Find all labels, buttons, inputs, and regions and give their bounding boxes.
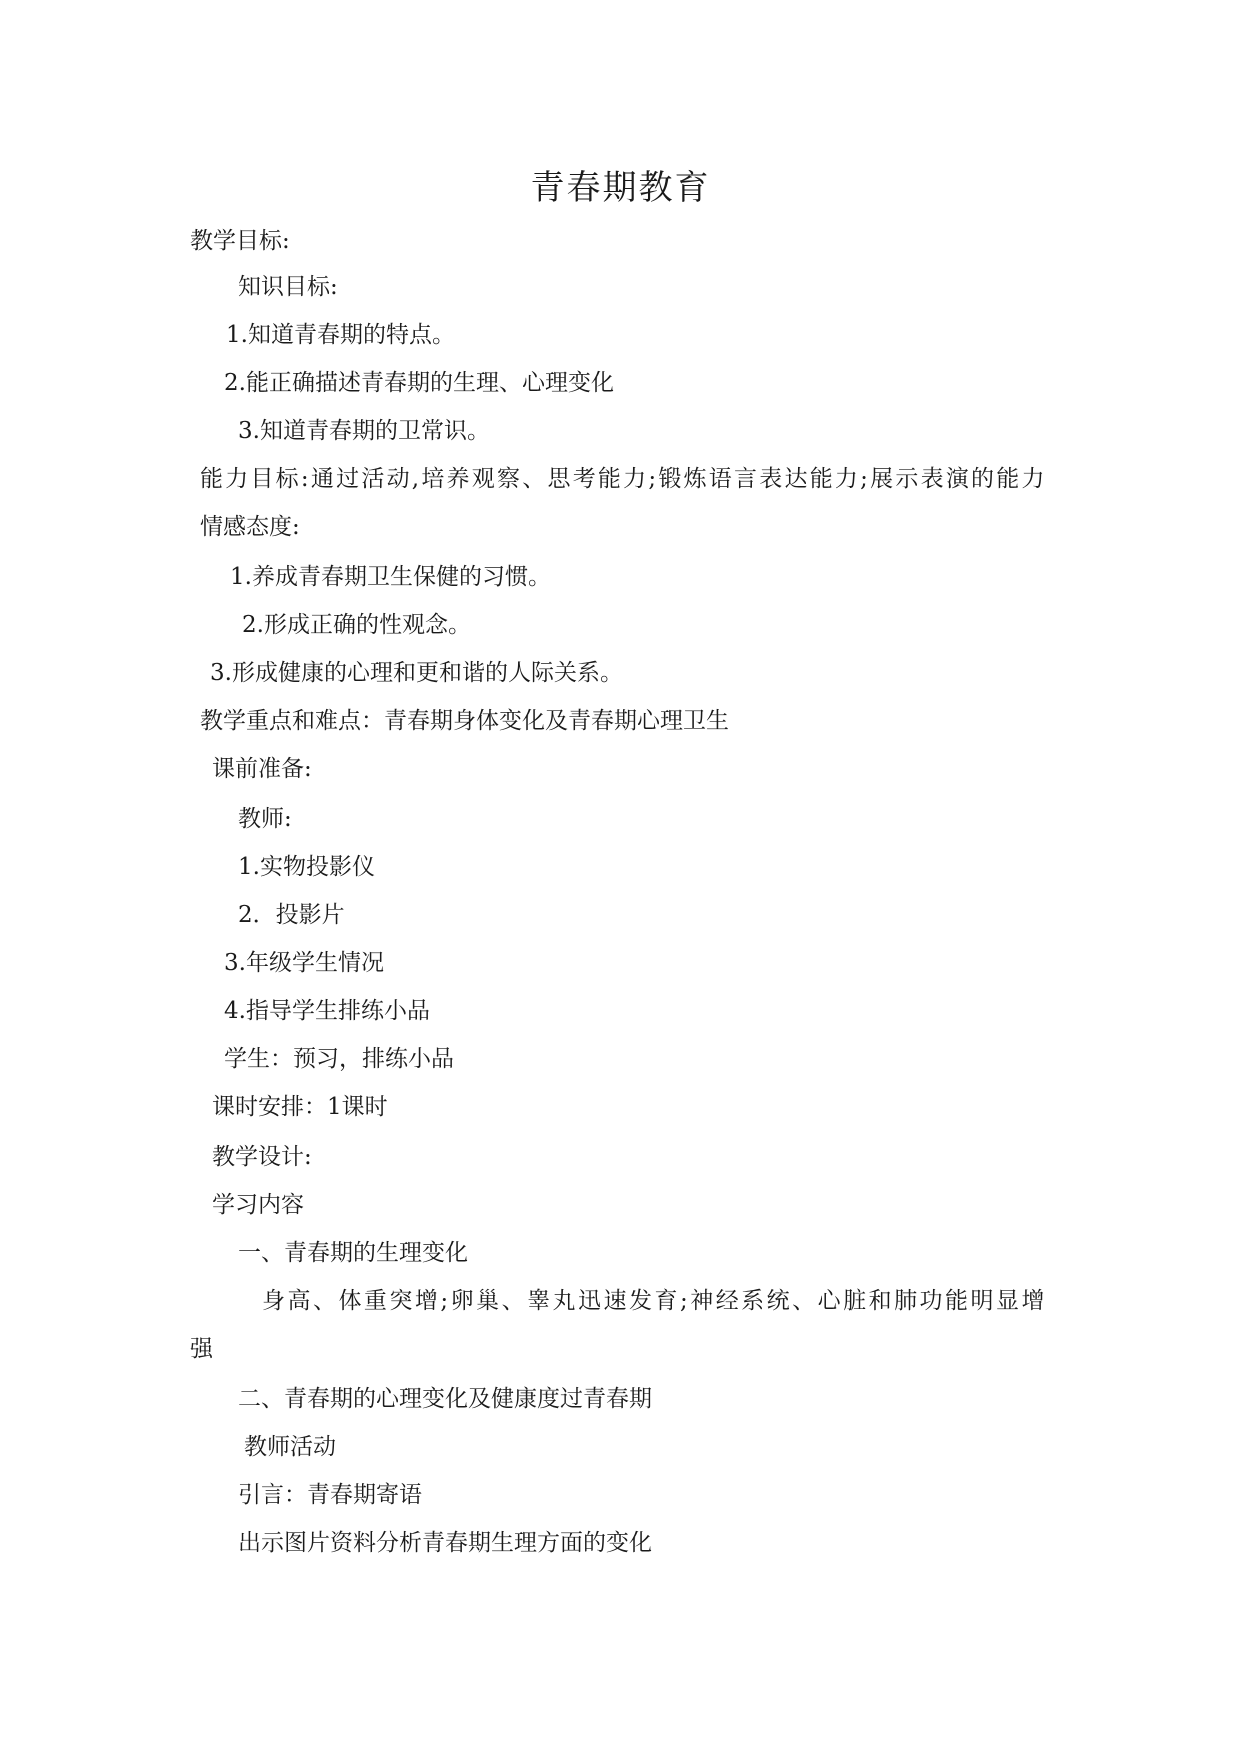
attitude-item-3: 3.形成健康的心理和更和谐的人际关系。 (210, 660, 623, 686)
document-title: 青春期教育 (530, 168, 711, 208)
teacher-prep-item-1: 1.实物投影仪 (238, 854, 375, 880)
subheading-emotional-attitude: 情感态度: (200, 514, 300, 540)
key-points-and-difficulties: 教学重点和难点：青春期身体变化及青春期心理卫生 (200, 708, 729, 734)
ability-goals: 能力目标:通过活动,培养观察、思考能力;锻炼语言表达能力;展示表演的能力 (200, 466, 1045, 492)
subheading-teaching-design: 教学设计: (212, 1144, 312, 1170)
subheading-learning-content: 学习内容 (212, 1192, 304, 1218)
physiological-changes-text: 身高、体重突增;卵巢、睾丸迅速发育;神经系统、心脏和肺功能明显增 (262, 1288, 1045, 1314)
section-physiological-changes: 一、青春期的生理变化 (238, 1240, 468, 1266)
subheading-teacher-activity: 教师活动 (244, 1434, 336, 1460)
section-heading-teaching-goals: 教学目标: (190, 228, 290, 254)
knowledge-goal-item-1: 1.知道青春期的特点。 (226, 322, 455, 348)
class-schedule: 课时安排：1课时 (212, 1094, 388, 1120)
knowledge-goal-item-2: 2.能正确描述青春期的生理、心理变化 (224, 370, 614, 396)
attitude-item-1: 1.养成青春期卫生保健的习惯。 (230, 564, 551, 590)
physiological-changes-text-continued: 强 (190, 1336, 213, 1362)
knowledge-goal-item-3: 3.知道青春期的卫常识。 (238, 418, 490, 444)
teacher-prep-item-4: 4.指导学生排练小品 (224, 998, 430, 1024)
subheading-teacher: 教师: (238, 806, 292, 832)
subheading-knowledge-goals: 知识目标: (238, 274, 338, 300)
student-prep: 学生：预习，排练小品 (224, 1046, 454, 1072)
subheading-preparation: 课前准备: (212, 756, 312, 782)
picture-analysis-line: 出示图片资料分析青春期生理方面的变化 (238, 1530, 652, 1556)
teacher-prep-item-2: 2．投影片 (238, 902, 345, 928)
attitude-item-2: 2.形成正确的性观念。 (242, 612, 471, 638)
teacher-prep-item-3: 3.年级学生情况 (224, 950, 384, 976)
section-psychological-changes: 二、青春期的心理变化及健康度过青春期 (238, 1386, 652, 1412)
introduction-line: 引言：青春期寄语 (238, 1482, 422, 1508)
